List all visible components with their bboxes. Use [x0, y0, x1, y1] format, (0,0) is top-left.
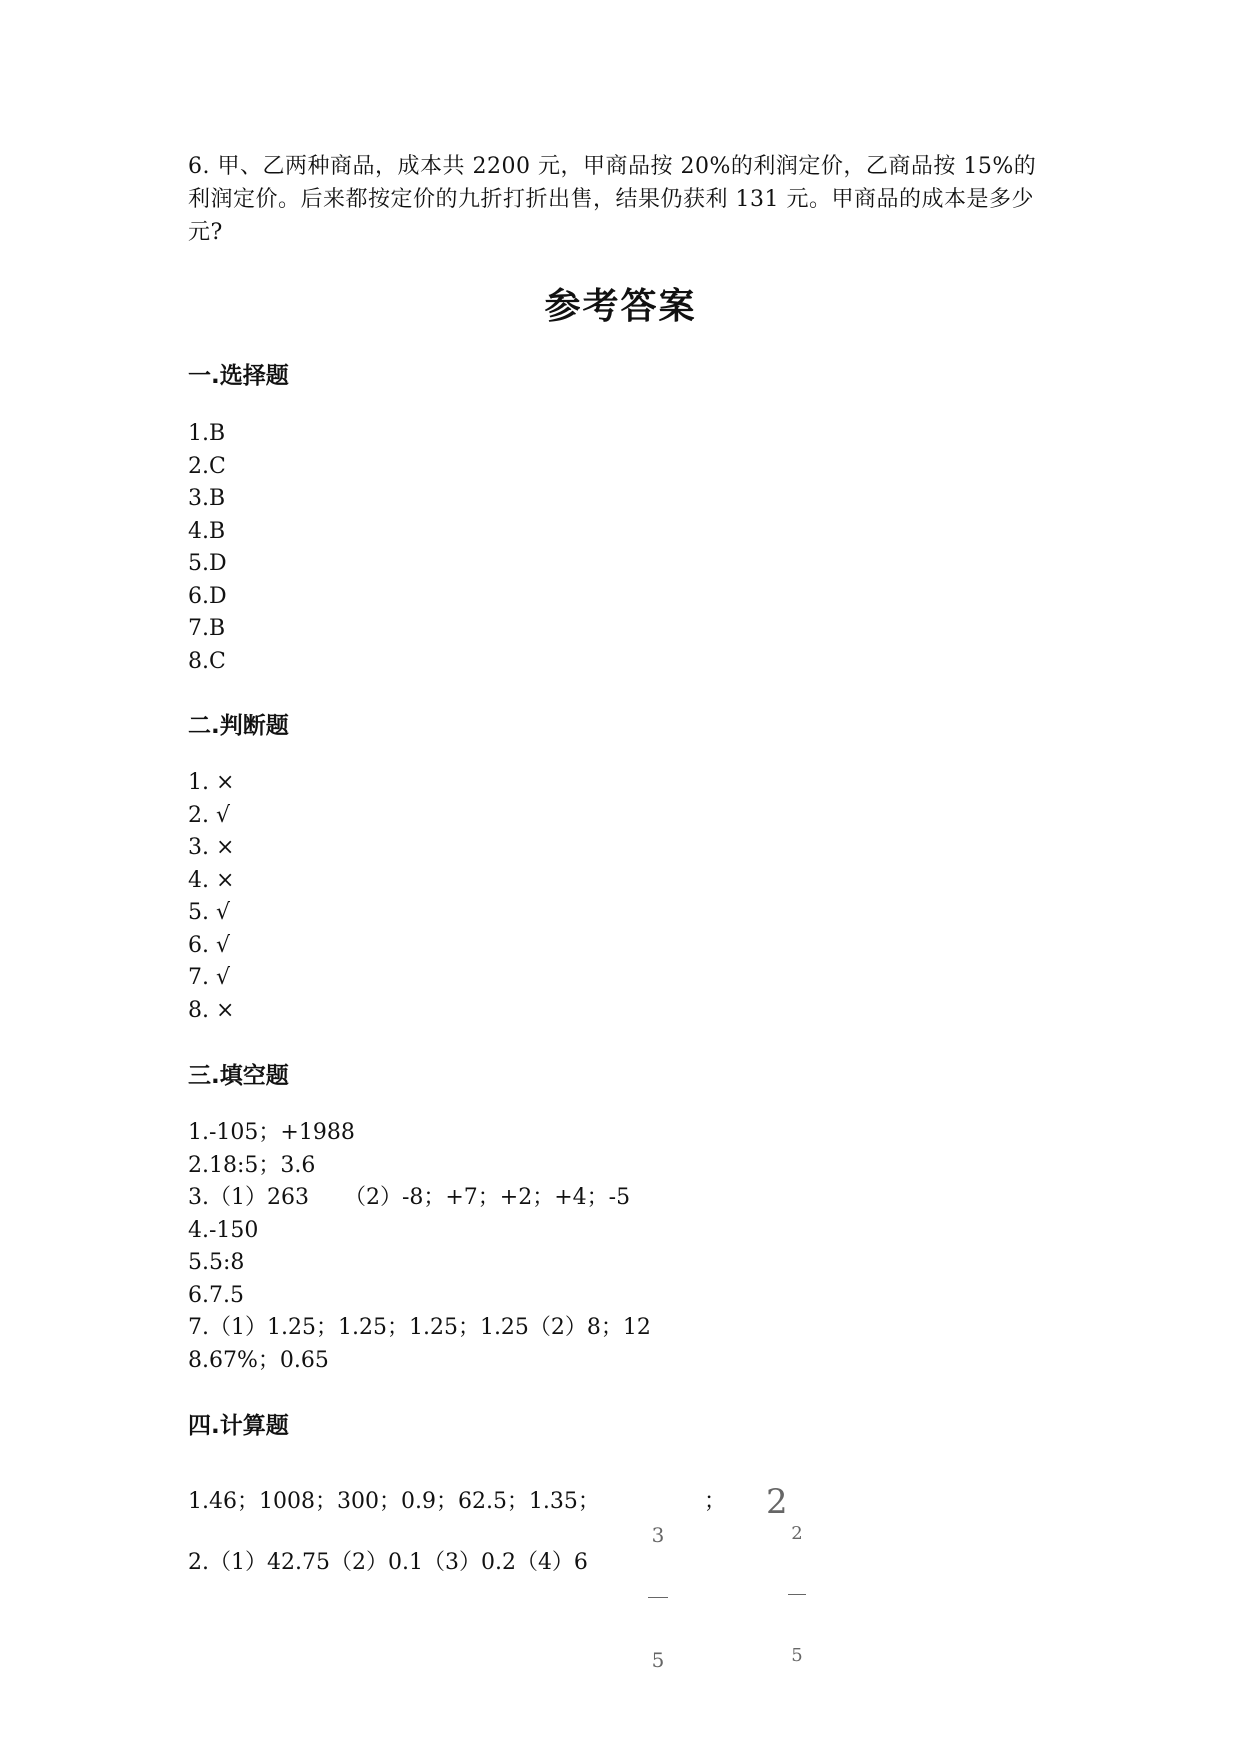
fraction-numerator: 3 — [651, 1523, 665, 1547]
list-item: 6. √ — [188, 932, 231, 958]
list-item: 8.C — [188, 648, 226, 674]
list-item: 1.-105；+1988 — [188, 1120, 355, 1145]
list-item: 8. × — [188, 997, 235, 1023]
fraction-denominator: 5 — [791, 1645, 803, 1666]
list-item: 7.（1）1.25；1.25；1.25；1.25（2）8；12 — [188, 1315, 651, 1340]
list-item: 1. × — [188, 770, 235, 795]
list-item: 5.D — [188, 551, 227, 576]
section-heading-calc: 四.计算题 — [188, 1413, 289, 1439]
fill-answer-list — [188, 1117, 651, 1377]
separator: ； — [704, 1489, 727, 1514]
mixed-number — [766, 1474, 808, 1666]
list-item: 3.（1）263 （2）-8；+7；+2；+4；-5 — [188, 1185, 631, 1210]
fraction-denominator: 5 — [651, 1648, 665, 1672]
list-item: 1.B — [188, 421, 226, 446]
list-item: 2.18:5；3.6 — [188, 1152, 316, 1178]
fraction-numerator: 2 — [791, 1523, 803, 1544]
choice-answer-list — [188, 418, 227, 678]
list-item: 4.B — [188, 518, 226, 544]
fraction-bar — [648, 1597, 668, 1598]
list-item: 2.C — [188, 453, 226, 479]
section-heading-choice: 一.选择题 — [188, 363, 289, 389]
page-title: 参考答案 — [544, 285, 697, 327]
list-item: 3. × — [188, 835, 235, 860]
list-item: 4.-150 — [188, 1217, 259, 1243]
calc-answer-2: 2.（1）42.75（2）0.1（3）0.2（4）6 — [188, 1550, 588, 1575]
mixed-number-whole: 2 — [766, 1482, 788, 1522]
list-item: 6.7.5 — [188, 1282, 244, 1308]
list-item: 2. √ — [188, 802, 231, 828]
list-item: 8.67%；0.65 — [188, 1347, 329, 1373]
fraction-bar — [788, 1594, 806, 1595]
fraction — [788, 1474, 806, 1715]
list-item: 5.5:8 — [188, 1250, 245, 1275]
fraction — [648, 1474, 668, 1721]
list-item: 7.B — [188, 616, 226, 641]
list-item: 3.B — [188, 486, 226, 511]
list-item: 4. × — [188, 867, 235, 893]
calc-answer-1-text: 1.46；1008；300；0.9；62.5；1.35； — [188, 1489, 600, 1514]
section-heading-fill: 三.填空题 — [188, 1063, 289, 1089]
list-item: 5. √ — [188, 900, 231, 925]
judge-answer-list — [188, 767, 234, 1027]
list-item: 6.D — [188, 583, 227, 609]
section-heading-judge: 二.判断题 — [188, 713, 289, 739]
question-6: 6. 甲、乙两种商品，成本共 2200 元，甲商品按 20%的利润定价，乙商品按 15%的利润定价。后来都按定价的九折打折出售，结果仍获利 131 元。甲商品的成本是多少元? — [188, 154, 1037, 245]
list-item: 7. √ — [188, 965, 231, 990]
